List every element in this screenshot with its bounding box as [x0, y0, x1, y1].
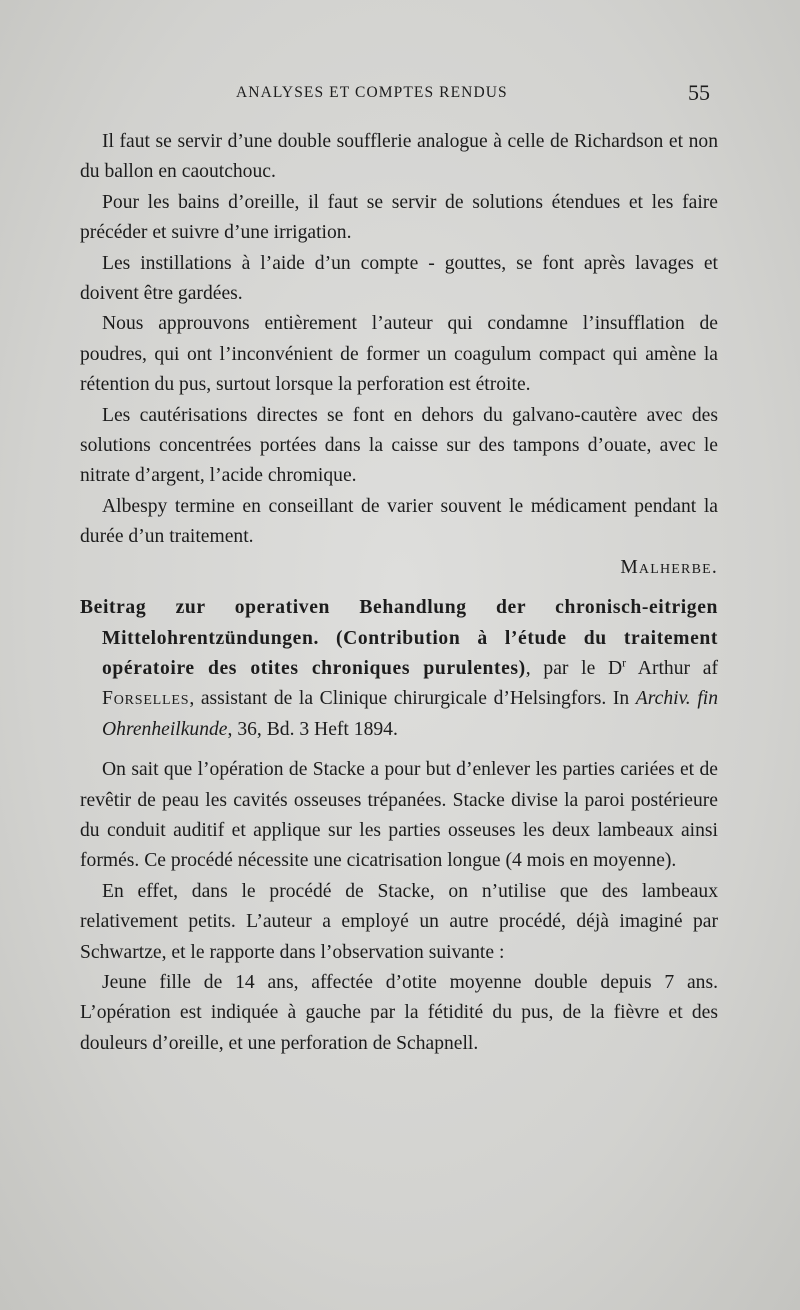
body-text [80, 127, 718, 1059]
paragraph-effet: En effet, dans le procédé de Stacke, on n’utilise que des lambeaux relativement petits. L’auteur a employé un autre procédé, déjà imaginé par Schwartze, et le rapporte dans l’observation suivante : [80, 880, 718, 963]
page-header [0, 80, 800, 110]
paragraph-instillations: Les instillations à l’aide d’un compte - gouttes, se font après lavages et doivent être gardées. [80, 252, 718, 305]
author-affiliation: , assistant de la Clinique chirurgicale d’Helsingfors. In [189, 688, 636, 710]
article-by: , par le D [525, 657, 623, 679]
doctor-superscript: r [622, 655, 627, 670]
page-number: 55 [688, 80, 710, 105]
paragraph-observation: Jeune fille de 14 ans, affectée d’otite moyenne double depuis 7 ans. L’opération est indiquée à gauche par la fétidité du pus, de la fièvre et des douleurs d’oreille, et une perforation de Schapnell. [80, 971, 718, 1054]
paragraph-insufflation: Nous approuvons entièrement l’auteur qui condamne l’insufflation de poudres, qui ont l’inconvénient de former un coagulum compact qui amène la rétention du pus, surtout lorsque la perforation est étroite. [80, 313, 718, 396]
paragraph-soufflerie: Il faut se servir d’une double soufflerie analogue à celle de Richardson et non du ballon en caoutchouc. [80, 131, 718, 183]
article-heading [80, 593, 718, 745]
paragraph-conclusion: Albespy termine en conseillant de varier souvent le médicament pendant la durée d’un traitement. [80, 495, 718, 548]
journal-name: Archiv. fin Ohrenheilkunde [102, 688, 718, 740]
paragraph-cauterisations: Les cautérisations directes se font en dehors du galvano-cautère avec des solutions concentrées portées dans la caisse sur des tampons d’ouate, avec le nitrate d’argent, l’acide chromique. [80, 404, 718, 487]
running-title: ANALYSES ET COMPTES RENDUS [236, 84, 508, 101]
author-first-name: Arthur af [626, 657, 718, 679]
journal-citation: , 36, Bd. 3 Heft 1894. [227, 718, 398, 740]
article-title: Beitrag zur operativen Behandlung der chronisch-eitrigen Mittelohrentzündungen. (Contribution à l’étude du traitement opératoire des otites chroniques purulentes) [80, 597, 718, 679]
author-last-name: Forselles [102, 688, 190, 710]
article-body [80, 755, 718, 1059]
signature: Malherbe. [620, 556, 718, 578]
paragraph-stacke: On sait que l’opération de Stacke a pour but d’enlever les parties cariées et de revêtir de peau les cavités osseuses trépanées. Stacke divise la paroi postérieure du conduit auditif et applique sur les parties osseuses les deux lambeaux ainsi formés. Ce procédé nécessite une cicatrisation longue (4 mois en moyenne). [80, 759, 718, 872]
paragraph-bains: Pour les bains d’oreille, il faut se servir de solutions étendues et les faire précéder et suivre d’une irrigation. [80, 191, 718, 244]
